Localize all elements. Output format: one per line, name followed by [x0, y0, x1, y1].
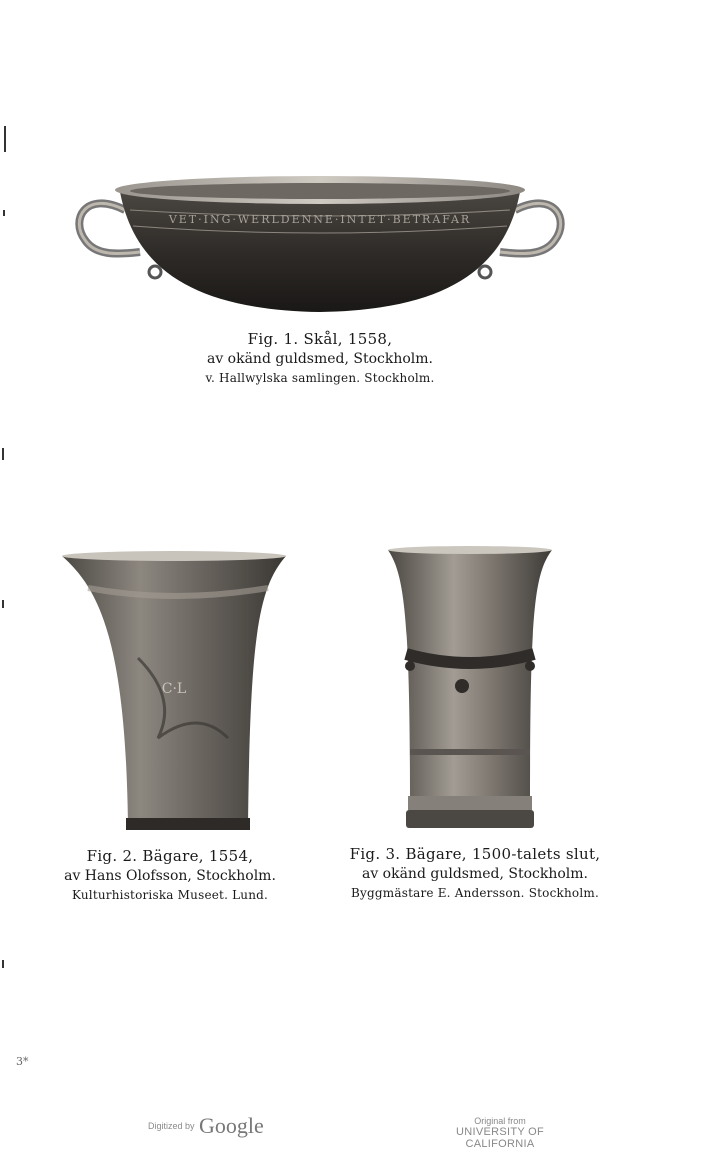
margin-mark	[2, 448, 4, 460]
figure-2-collection: Kulturhistoriska Museet. Lund.	[71, 888, 269, 902]
original-from-label: Original from	[474, 1116, 526, 1126]
margin-mark	[2, 960, 4, 968]
figure-3-caption	[330, 845, 620, 900]
beaker-1-inscription: C·L	[161, 681, 187, 697]
institution-name: UNIVERSITY OF CALIFORNIA	[455, 1126, 545, 1150]
figure-3-maker: av okänd guldsmed, Stockholm.	[361, 866, 589, 882]
margin-mark	[4, 126, 6, 152]
margin-mark	[2, 600, 4, 608]
original-source	[420, 1116, 580, 1150]
figure-1-collection: v. Hallwylska samlingen. Stockholm.	[205, 371, 435, 385]
beaker-1-image	[58, 548, 290, 838]
margin-mark	[3, 210, 5, 216]
figure-2-caption	[40, 847, 300, 902]
page-signature: 3*	[16, 1055, 29, 1068]
digitized-by-google	[148, 1113, 264, 1139]
figure-2-maker: av Hans Olofsson, Stockholm.	[64, 868, 276, 884]
figure-3-title: Fig. 3. Bägare, 1500-talets slut,	[349, 845, 601, 863]
figure-3-collection: Byggmästare E. Andersson. Stockholm.	[351, 886, 599, 900]
google-logo: Google	[198, 1113, 264, 1138]
bowl-image	[65, 160, 575, 335]
figure-2-title: Fig. 2. Bägare, 1554,	[86, 847, 254, 865]
beaker-2-image	[384, 544, 556, 836]
bowl-inscription: VET·ING·WERLDENNE·INTET·BETRAFAR	[168, 213, 472, 226]
digitized-label: Digitized by	[148, 1121, 195, 1131]
figure-1-title: Fig. 1. Skål, 1558,	[247, 330, 393, 348]
figure-1-maker: av okänd guldsmed, Stockholm.	[206, 351, 434, 367]
figure-1-caption	[100, 330, 540, 385]
